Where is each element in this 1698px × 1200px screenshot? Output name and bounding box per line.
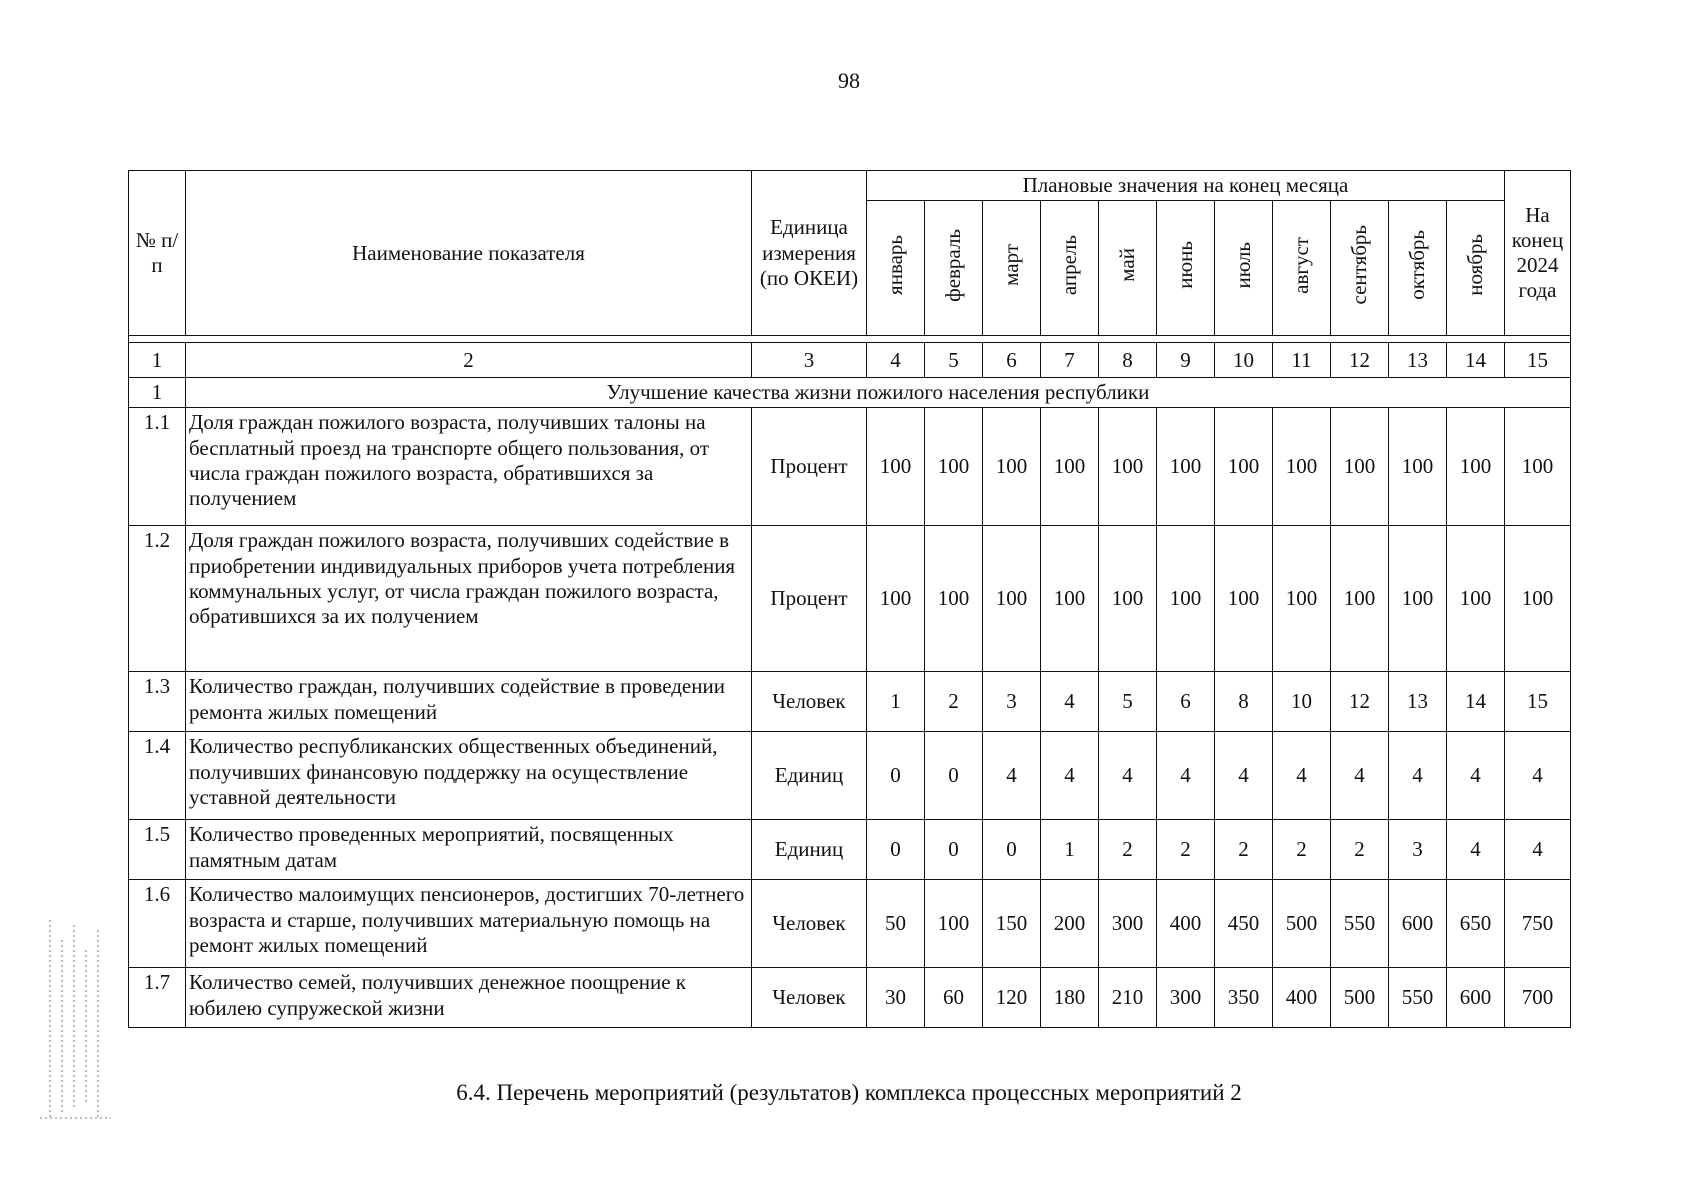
month-label: ноябрь bbox=[1462, 234, 1487, 296]
row-id: 1.2 bbox=[129, 526, 186, 672]
header-plan: Плановые значения на конец месяца bbox=[867, 171, 1505, 201]
row-value: 5 bbox=[1099, 672, 1157, 732]
row-name: Количество малоимущих пенсионеров, достигших 70-летнего возраста и старше, получивших материальную помощь на ремонт жилых помещений bbox=[186, 880, 752, 968]
column-number: 14 bbox=[1447, 343, 1505, 378]
row-value: 100 bbox=[1273, 526, 1331, 672]
row-value: 100 bbox=[983, 526, 1041, 672]
row-value: 3 bbox=[1389, 820, 1447, 880]
row-value: 400 bbox=[1273, 968, 1331, 1028]
row-value: 1 bbox=[1041, 820, 1099, 880]
row-value: 550 bbox=[1331, 880, 1389, 968]
column-number: 5 bbox=[925, 343, 983, 378]
margin-stamp-image bbox=[36, 910, 116, 1130]
row-value: 100 bbox=[925, 880, 983, 968]
header-unit: Единица измерения (по ОКЕИ) bbox=[752, 171, 867, 336]
row-id: 1.3 bbox=[129, 672, 186, 732]
row-unit: Единиц bbox=[752, 732, 867, 820]
row-value: 4 bbox=[1505, 732, 1571, 820]
spacer-row bbox=[129, 336, 1571, 343]
row-value: 4 bbox=[1157, 732, 1215, 820]
row-value: 3 bbox=[983, 672, 1041, 732]
month-label: январь bbox=[882, 235, 907, 296]
row-value: 100 bbox=[1447, 526, 1505, 672]
column-number: 15 bbox=[1505, 343, 1571, 378]
header-year-end: На конец 2024 года bbox=[1505, 171, 1571, 336]
row-value: 0 bbox=[867, 732, 925, 820]
row-value: 100 bbox=[1157, 408, 1215, 526]
row-value: 100 bbox=[1389, 526, 1447, 672]
row-value: 300 bbox=[1157, 968, 1215, 1028]
month-label: февраль bbox=[940, 228, 965, 302]
column-number: 10 bbox=[1215, 343, 1273, 378]
row-unit: Человек bbox=[752, 672, 867, 732]
row-value: 100 bbox=[1331, 526, 1389, 672]
row-value: 450 bbox=[1215, 880, 1273, 968]
row-value: 4 bbox=[1041, 672, 1099, 732]
row-id: 1.1 bbox=[129, 408, 186, 526]
column-numbers-row bbox=[129, 343, 1571, 378]
row-value: 8 bbox=[1215, 672, 1273, 732]
row-value: 100 bbox=[1505, 526, 1571, 672]
row-value: 2 bbox=[1157, 820, 1215, 880]
row-value: 100 bbox=[1041, 408, 1099, 526]
row-value: 100 bbox=[1389, 408, 1447, 526]
row-unit: Человек bbox=[752, 968, 867, 1028]
row-value: 180 bbox=[1041, 968, 1099, 1028]
row-value: 600 bbox=[1389, 880, 1447, 968]
header-month-may bbox=[1099, 201, 1157, 336]
column-number: 9 bbox=[1157, 343, 1215, 378]
section-title: Улучшение качества жизни пожилого населения республики bbox=[186, 378, 1571, 408]
row-value: 100 bbox=[1273, 408, 1331, 526]
row-value: 6 bbox=[1157, 672, 1215, 732]
row-id: 1.5 bbox=[129, 820, 186, 880]
column-number: 13 bbox=[1389, 343, 1447, 378]
section-row bbox=[129, 378, 1571, 408]
row-unit: Человек bbox=[752, 880, 867, 968]
row-value: 100 bbox=[1157, 526, 1215, 672]
row-value: 750 bbox=[1505, 880, 1571, 968]
row-value: 4 bbox=[1215, 732, 1273, 820]
row-value: 4 bbox=[1447, 732, 1505, 820]
table-row bbox=[129, 526, 1571, 672]
header-month-oct bbox=[1389, 201, 1447, 336]
month-label: июль bbox=[1230, 241, 1255, 289]
row-name: Количество республиканских общественных объединений, получивших финансовую поддержку на осуществление уставной деятельности bbox=[186, 732, 752, 820]
row-value: 2 bbox=[1273, 820, 1331, 880]
row-value: 500 bbox=[1273, 880, 1331, 968]
row-name: Доля граждан пожилого возраста, получивших содействие в приобретении индивидуальных приборов учета потребления коммунальных услуг, от числа граждан пожилого возраста, обратившихся за их получением bbox=[186, 526, 752, 672]
header-month-feb bbox=[925, 201, 983, 336]
row-unit: Процент bbox=[752, 408, 867, 526]
month-label: март bbox=[998, 244, 1023, 287]
row-value: 210 bbox=[1099, 968, 1157, 1028]
row-value: 100 bbox=[983, 408, 1041, 526]
row-value: 4 bbox=[1389, 732, 1447, 820]
section-id: 1 bbox=[129, 378, 186, 408]
month-label: август bbox=[1288, 236, 1313, 294]
header-row bbox=[129, 171, 1571, 201]
row-value: 150 bbox=[983, 880, 1041, 968]
row-value: 0 bbox=[925, 732, 983, 820]
row-value: 400 bbox=[1157, 880, 1215, 968]
row-value: 4 bbox=[1041, 732, 1099, 820]
row-value: 350 bbox=[1215, 968, 1273, 1028]
table-row bbox=[129, 408, 1571, 526]
row-name: Количество семей, получивших денежное поощрение к юбилею супружеской жизни bbox=[186, 968, 752, 1028]
row-value: 100 bbox=[1215, 526, 1273, 672]
row-value: 650 bbox=[1447, 880, 1505, 968]
header-month-sep bbox=[1331, 201, 1389, 336]
header-month-mar bbox=[983, 201, 1041, 336]
row-value: 12 bbox=[1331, 672, 1389, 732]
month-label: май bbox=[1114, 248, 1139, 282]
header-month-apr bbox=[1041, 201, 1099, 336]
row-value: 100 bbox=[1215, 408, 1273, 526]
column-number: 1 bbox=[129, 343, 186, 378]
row-value: 4 bbox=[983, 732, 1041, 820]
table-row bbox=[129, 968, 1571, 1028]
month-label: октябрь bbox=[1404, 230, 1429, 300]
column-number: 7 bbox=[1041, 343, 1099, 378]
row-value: 100 bbox=[1099, 408, 1157, 526]
header-month-nov bbox=[1447, 201, 1505, 336]
row-value: 14 bbox=[1447, 672, 1505, 732]
row-value: 700 bbox=[1505, 968, 1571, 1028]
row-value: 2 bbox=[1331, 820, 1389, 880]
row-value: 550 bbox=[1389, 968, 1447, 1028]
page-number: 98 bbox=[838, 68, 860, 93]
row-value: 30 bbox=[867, 968, 925, 1028]
row-id: 1.7 bbox=[129, 968, 186, 1028]
header-name: Наименование показателя bbox=[186, 171, 752, 336]
row-unit: Единиц bbox=[752, 820, 867, 880]
row-value: 4 bbox=[1331, 732, 1389, 820]
row-value: 300 bbox=[1099, 880, 1157, 968]
column-number: 6 bbox=[983, 343, 1041, 378]
month-label: июнь bbox=[1172, 241, 1197, 289]
header-month-aug bbox=[1273, 201, 1331, 336]
indicators-table bbox=[128, 170, 1571, 1028]
row-value: 10 bbox=[1273, 672, 1331, 732]
row-value: 13 bbox=[1389, 672, 1447, 732]
header-num: № п/п bbox=[129, 171, 186, 336]
row-value: 50 bbox=[867, 880, 925, 968]
row-value: 4 bbox=[1099, 732, 1157, 820]
row-value: 2 bbox=[1215, 820, 1273, 880]
column-number: 3 bbox=[752, 343, 867, 378]
row-value: 100 bbox=[925, 526, 983, 672]
month-label: сентябрь bbox=[1346, 225, 1371, 305]
header-month-jun bbox=[1157, 201, 1215, 336]
row-value: 1 bbox=[867, 672, 925, 732]
table-row bbox=[129, 732, 1571, 820]
row-id: 1.6 bbox=[129, 880, 186, 968]
spacer bbox=[129, 336, 1571, 343]
column-number: 2 bbox=[186, 343, 752, 378]
column-number: 8 bbox=[1099, 343, 1157, 378]
row-value: 200 bbox=[1041, 880, 1099, 968]
row-value: 100 bbox=[1447, 408, 1505, 526]
header-month-jan bbox=[867, 201, 925, 336]
month-label: апрель bbox=[1056, 235, 1081, 296]
row-value: 100 bbox=[1041, 526, 1099, 672]
row-value: 0 bbox=[867, 820, 925, 880]
row-value: 0 bbox=[925, 820, 983, 880]
column-number: 11 bbox=[1273, 343, 1331, 378]
row-value: 100 bbox=[1099, 526, 1157, 672]
row-unit: Процент bbox=[752, 526, 867, 672]
header-month-jul bbox=[1215, 201, 1273, 336]
row-value: 60 bbox=[925, 968, 983, 1028]
table-row bbox=[129, 672, 1571, 732]
indicator-rows bbox=[129, 408, 1571, 1028]
row-value: 4 bbox=[1505, 820, 1571, 880]
section-caption: 6.4. Перечень мероприятий (результатов) комплекса процессных мероприятий 2 bbox=[456, 1080, 1242, 1105]
row-value: 500 bbox=[1331, 968, 1389, 1028]
row-value: 2 bbox=[925, 672, 983, 732]
row-value: 100 bbox=[867, 408, 925, 526]
row-name: Количество проведенных мероприятий, посвященных памятным датам bbox=[186, 820, 752, 880]
row-value: 120 bbox=[983, 968, 1041, 1028]
row-id: 1.4 bbox=[129, 732, 186, 820]
row-value: 4 bbox=[1447, 820, 1505, 880]
table-row bbox=[129, 820, 1571, 880]
row-value: 0 bbox=[983, 820, 1041, 880]
row-value: 15 bbox=[1505, 672, 1571, 732]
column-number: 12 bbox=[1331, 343, 1389, 378]
row-value: 100 bbox=[1331, 408, 1389, 526]
table-row bbox=[129, 880, 1571, 968]
row-value: 4 bbox=[1273, 732, 1331, 820]
row-value: 100 bbox=[1505, 408, 1571, 526]
row-value: 100 bbox=[867, 526, 925, 672]
row-value: 600 bbox=[1447, 968, 1505, 1028]
row-name: Количество граждан, получивших содействие в проведении ремонта жилых помещений bbox=[186, 672, 752, 732]
row-name: Доля граждан пожилого возраста, получивших талоны на бесплатный проезд на транспорте общего пользования, от числа граждан пожилого возраста, обратившихся за получением bbox=[186, 408, 752, 526]
row-value: 100 bbox=[925, 408, 983, 526]
row-value: 2 bbox=[1099, 820, 1157, 880]
column-number: 4 bbox=[867, 343, 925, 378]
